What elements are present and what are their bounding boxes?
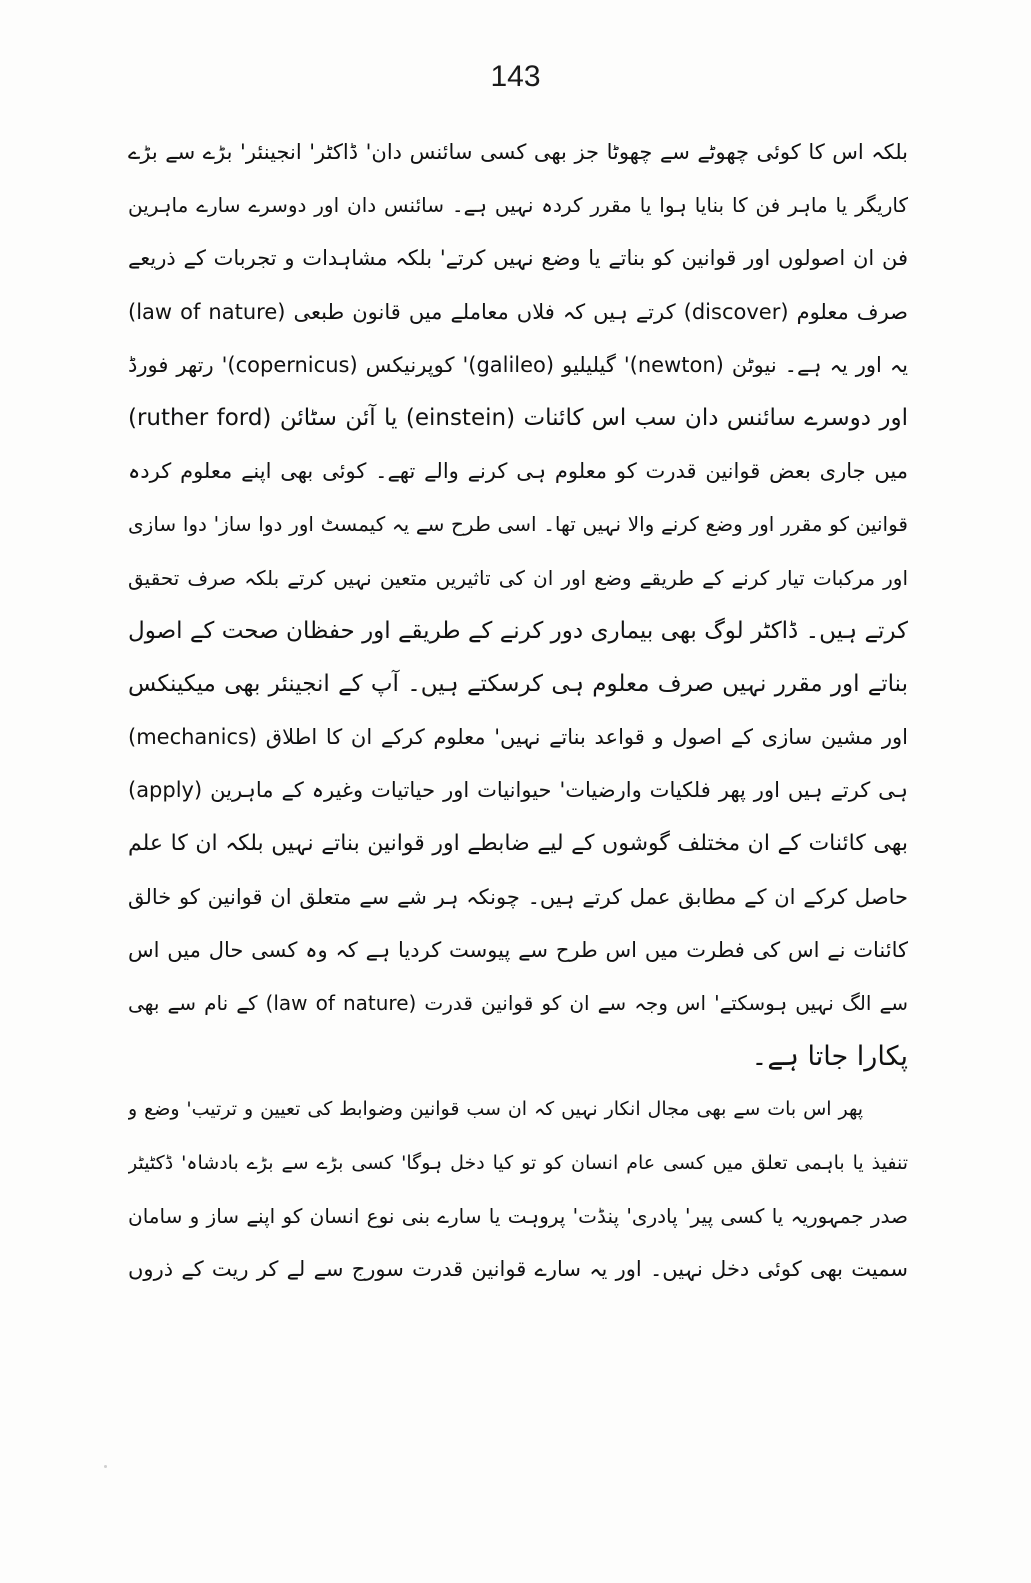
paragraph-start-line: پھر اس بات سے بھی مجال انکار نہیں کہ ان سب قوانین وضوابط کی تعیین و ترتیب' وضع و [128, 1098, 863, 1121]
text-line: اور مرکبات تیار کرنے کے طریقے وضع اور ان کی تاثیریں متعین نہیں کرتے بلکہ صرف تحقیق [128, 565, 908, 590]
page-number: 143 [490, 60, 541, 93]
text-line: یہ اور یہ ہے۔ نیوٹن (newton)' گیلیلیو (galileo)' کوپرنیکس (copernicus)' رتھر فورڈ [128, 352, 908, 377]
text-line: (mechanics) اور مشین سازی کے اصول و قواعد بناتے نہیں' معلوم کرکے ان کا اطلاق [128, 725, 908, 750]
scan-speck [104, 1465, 107, 1468]
text-line: کرتے ہیں۔ ڈاکٹر لوگ بھی بیماری دور کرنے کے طریقے اور حفظان صحت کے اصول [128, 617, 908, 644]
text-line: (apply) ہی کرتے ہیں اور پھر فلکیات وارضیات' حیوانیات اور حیاتیات وغیرہ کے ماہرین [128, 778, 908, 803]
text-line: صرف معلوم (discover) کرتے ہیں کہ فلاں معاملے میں قانون طبعی (law of nature) [128, 299, 908, 324]
text-line: تنفیذ یا باہمی تعلق میں کسی عام انسان کو تو کیا دخل ہوگا' کسی بڑے سے بڑے بادشاہ' ڈکٹیٹر [128, 1151, 908, 1174]
text-line: فن ان اصولوں اور قوانین کو بناتے یا وضع نہیں کرتے' بلکہ مشاہدات و تجربات کے ذریعے [128, 246, 908, 271]
text-line: صدر جمہوریہ یا کسی پیر' پادری' پنڈت' پروہت یا سارے بنی نوع انسان کو اپنے ساز و سامان [128, 1203, 908, 1228]
text-line: قوانین کو مقرر اور وضع کرنے والا نہیں تھا۔ اسی طرح سے یہ کیمسٹ اور دوا ساز' دوا سازی [128, 512, 908, 537]
text-line: کاریگر یا ماہر فن کا بنایا ہوا یا مقرر کردہ نہیں ہے۔ سائنس دان اور دوسرے سارے ماہرین [128, 193, 908, 218]
paragraph-end-line: پکارا جاتا ہے۔ [751, 1041, 908, 1073]
text-line: (ruther ford) یا آئن سٹائن (einstein) اور دوسرے سائنس دان سب اس کائنات [128, 404, 908, 431]
text-line: میں جاری بعض قوانین قدرت کو معلوم ہی کرنے والے تھے۔ کوئی بھی اپنے معلوم کردہ [128, 459, 908, 484]
text-line: حاصل کرکے ان کے مطابق عمل کرتے ہیں۔ چونکہ ہر شے سے متعلق ان قوانین کو خالق [128, 884, 908, 909]
text-line: بلکہ اس کا کوئی چھوٹے سے چھوٹا جز بھی کسی سائنس دان' ڈاکٹر' انجینئر' بڑے سے بڑے [128, 140, 908, 164]
text-line: سمیت بھی کوئی دخل نہیں۔ اور یہ سارے قوانین قدرت سورج سے لے کر ریت کے ذروں [128, 1256, 908, 1281]
text-line: سے الگ نہیں ہوسکتے' اس وجہ سے ان کو قوانین قدرت (law of nature) کے نام سے بھی [128, 991, 908, 1015]
text-line: بناتے اور مقرر نہیں صرف معلوم ہی کرسکتے ہیں۔ آپ کے انجینئر بھی میکینکس [128, 670, 908, 697]
text-line: بھی کائنات کے ان مختلف گوشوں کے لیے ضابطے اور قوانین بناتے نہیں بلکہ ان کا علم [128, 831, 908, 857]
text-line: کائنات نے اس کی فطرت میں اس طرح سے پیوست کردیا ہے کہ وہ کسی حال میں اس [128, 937, 908, 962]
body-text [128, 126, 908, 1296]
